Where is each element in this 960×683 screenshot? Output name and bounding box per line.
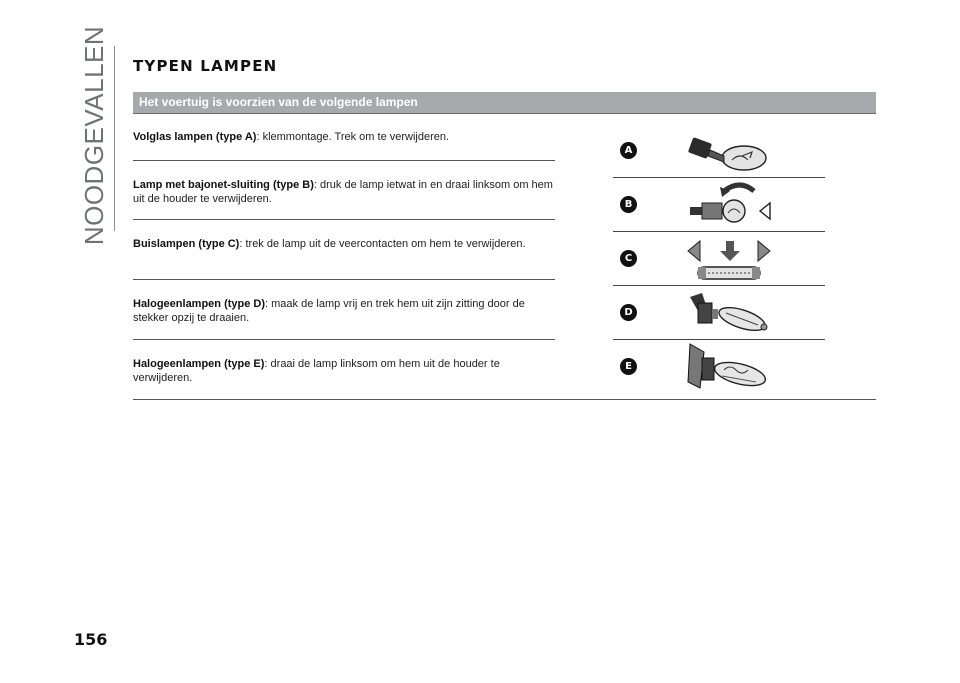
badge-d: D — [620, 304, 637, 321]
lamp-item-d — [133, 297, 555, 325]
wedge-bulb-icon — [684, 130, 774, 178]
bottom-rule — [133, 399, 876, 400]
section-banner: Het voertuig is voorzien van de volgende lampen — [133, 92, 876, 113]
divider — [133, 279, 555, 280]
page-title: TYPEN LAMPEN — [133, 57, 278, 75]
h4-halogen-bulb-icon — [684, 342, 774, 390]
lamp-item-e — [133, 357, 555, 385]
figure-divider — [613, 285, 825, 286]
lamp-description: : druk de lamp ietwat in en draai linksom om hem uit de houder te verwijderen. — [133, 179, 553, 205]
lamp-name: Buislampen (type C) — [133, 238, 240, 250]
lamp-item-c — [133, 237, 555, 251]
divider — [133, 160, 555, 161]
section-side-title: NOODGEVALLEN — [79, 25, 110, 245]
lamp-description: : maak de lamp vrij en trek hem uit zijn zitting door de stekker opzij te draaien. — [133, 298, 525, 324]
lamp-name: Halogeenlampen (type E) — [133, 358, 265, 370]
divider — [133, 339, 555, 340]
lamp-name: Volglas lampen (type A) — [133, 131, 257, 143]
side-divider — [114, 46, 115, 231]
banner-underline — [133, 113, 876, 114]
badge-a: A — [620, 142, 637, 159]
bayonet-bulb-icon — [684, 181, 774, 229]
badge-e: E — [620, 358, 637, 375]
lamp-name: Halogeenlampen (type D) — [133, 298, 266, 310]
figure-divider — [613, 339, 825, 340]
lamp-description: : draai de lamp linksom om hem uit de houder te verwijderen. — [133, 358, 500, 384]
h7-halogen-bulb-icon — [684, 289, 774, 337]
badge-c: C — [620, 250, 637, 267]
lamp-description: : trek de lamp uit de veercontacten om hem te verwijderen. — [239, 238, 526, 250]
lamp-name: Lamp met bajonet-sluiting (type B) — [133, 179, 314, 191]
badge-b: B — [620, 196, 637, 213]
lamp-item-a — [133, 130, 555, 144]
divider — [133, 219, 555, 220]
festoon-bulb-icon — [684, 237, 774, 285]
lamp-description: : klemmontage. Trek om te verwijderen. — [256, 131, 450, 143]
page-number: 156 — [74, 630, 108, 649]
figure-divider — [613, 231, 825, 232]
lamp-item-b — [133, 178, 555, 206]
